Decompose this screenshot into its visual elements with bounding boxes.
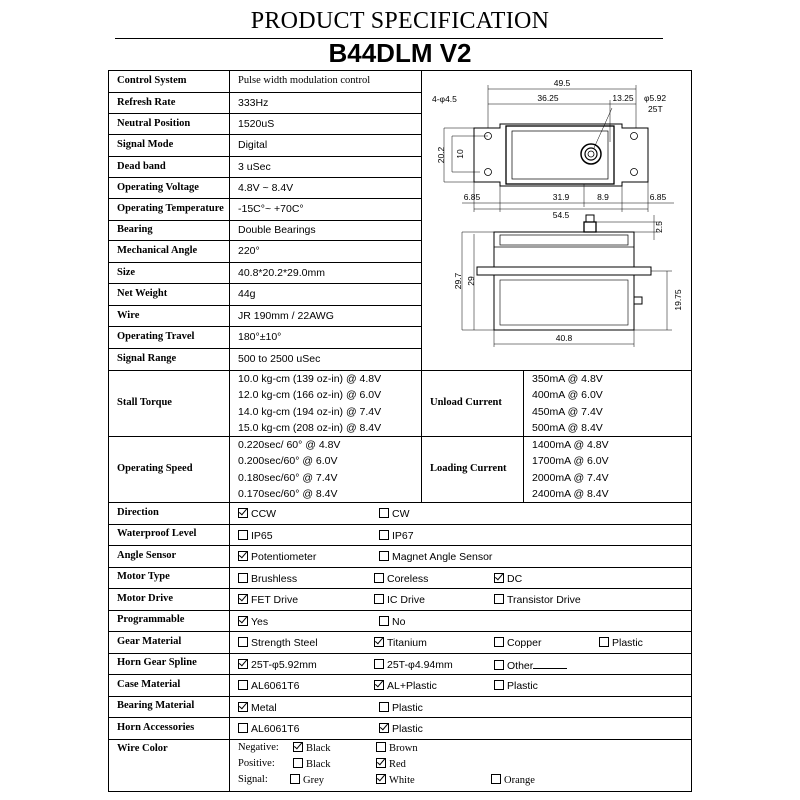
wire-role-label: Positive: <box>238 757 275 769</box>
wire-color-checkbox[interactable] <box>290 774 324 788</box>
checkbox-icon[interactable] <box>238 530 248 540</box>
spec-label: Mechanical Angle <box>109 241 230 263</box>
option-choices <box>230 718 692 740</box>
option-checkbox[interactable] <box>238 508 276 521</box>
checkbox-icon[interactable] <box>293 742 303 752</box>
spec-label: Signal Range <box>109 349 230 371</box>
option-row-label: Motor Type <box>109 567 230 589</box>
option-checkbox[interactable] <box>374 637 427 650</box>
checkbox-icon[interactable] <box>376 758 386 768</box>
dim-6-85-right: 6.85 <box>649 192 667 202</box>
dim-29-7: 29.7 <box>453 272 463 290</box>
checkbox-icon[interactable] <box>238 508 248 518</box>
dim-2-5: 2.5 <box>654 221 664 233</box>
option-row-label: Bearing Material <box>109 696 230 718</box>
wire-color-checkbox[interactable] <box>293 758 331 772</box>
option-choices <box>230 610 692 632</box>
checkbox-icon[interactable] <box>238 616 248 626</box>
option-label: 25T-φ5.92mm <box>251 658 317 671</box>
option-label: Metal <box>251 701 277 714</box>
wire-color-choices <box>230 739 692 791</box>
option-label: Other <box>507 659 534 672</box>
option-checkbox[interactable] <box>494 573 522 586</box>
option-label: Red <box>389 758 406 770</box>
wire-color-row <box>109 739 692 791</box>
spec-row <box>109 71 692 93</box>
value-line: 2400mA @ 8.4V <box>532 487 609 500</box>
option-label: Transistor Drive <box>507 594 581 606</box>
option-row <box>109 546 692 568</box>
option-choices <box>230 632 692 654</box>
option-choices <box>230 696 692 718</box>
option-checkbox[interactable] <box>374 659 453 672</box>
checkbox-icon[interactable] <box>494 594 504 604</box>
spec-value: 3 uSec <box>230 157 422 178</box>
checkbox-icon[interactable] <box>599 637 609 647</box>
checkbox-icon[interactable] <box>379 551 389 561</box>
spec-value: 333Hz <box>230 93 422 114</box>
option-row-label: Horn Accessories <box>109 718 230 740</box>
wire-color-label: Wire Color <box>109 739 230 791</box>
spec-value: 4.8V ~ 8.4V <box>230 178 422 199</box>
stall-torque-label: Stall Torque <box>109 371 230 437</box>
option-label: Black <box>306 742 331 754</box>
option-row <box>109 567 692 589</box>
performance-row <box>109 437 692 503</box>
dim-6-85-left: 6.85 <box>463 192 481 202</box>
checkbox-icon[interactable] <box>238 723 248 733</box>
option-row <box>109 632 692 654</box>
option-checkbox[interactable] <box>379 702 423 715</box>
option-checkbox[interactable] <box>238 723 299 736</box>
option-choices <box>230 546 692 568</box>
spec-value: 180°±10° <box>230 327 422 349</box>
option-checkbox[interactable] <box>599 637 643 650</box>
spec-label: Net Weight <box>109 284 230 306</box>
option-checkbox[interactable] <box>494 637 541 650</box>
option-choices <box>230 503 692 525</box>
option-row <box>109 503 692 525</box>
spec-value: Pulse width modulation control <box>230 71 422 93</box>
spec-label: Neutral Position <box>109 114 230 135</box>
option-label: AL6061T6 <box>251 680 300 692</box>
wire-role-label: Negative: <box>238 741 279 753</box>
servo-dimension-drawing <box>422 72 692 369</box>
checkbox-icon[interactable] <box>376 742 386 752</box>
spec-value: JR 190mm / 22AWG <box>230 306 422 327</box>
option-checkbox[interactable] <box>494 680 538 693</box>
spec-label: Control System <box>109 71 230 93</box>
spec-value: Double Bearings <box>230 221 422 241</box>
option-checkbox[interactable] <box>238 680 299 693</box>
option-label: IP65 <box>251 529 273 542</box>
dim-body-length: 40.8 <box>555 333 573 343</box>
option-label: Grey <box>303 774 324 786</box>
option-row-label: Horn Gear Spline <box>109 653 230 675</box>
dim-8-9: 8.9 <box>597 192 609 202</box>
checkbox-icon[interactable] <box>238 659 248 669</box>
checkbox-icon[interactable] <box>379 723 389 733</box>
option-label: Brown <box>389 742 418 754</box>
option-row-label: Direction <box>109 503 230 525</box>
loading-current-values <box>524 437 692 503</box>
operating-speed-label: Operating Speed <box>109 437 230 503</box>
checkbox-icon[interactable] <box>494 680 504 690</box>
option-label: Strength Steel <box>251 637 318 649</box>
stall-torque-values <box>230 371 422 437</box>
option-label: CW <box>392 508 410 520</box>
option-label: White <box>389 774 415 786</box>
option-label: Black <box>306 758 331 770</box>
checkbox-icon[interactable] <box>379 616 389 626</box>
option-row-label: Case Material <box>109 675 230 697</box>
spec-value: -15C°~ +70C° <box>230 199 422 221</box>
spec-label: Operating Voltage <box>109 178 230 199</box>
option-label: Brushless <box>251 572 298 585</box>
option-label: Yes <box>251 615 269 628</box>
checkbox-icon[interactable] <box>238 551 248 561</box>
checkbox-icon[interactable] <box>238 573 248 583</box>
model-name: B44DLM V2 <box>328 38 472 68</box>
dim-spline-diameter: φ5.92 <box>644 93 667 103</box>
wire-color-checkbox[interactable] <box>376 742 418 756</box>
option-checkbox[interactable] <box>379 723 423 736</box>
loading-current-label: Loading Current <box>422 437 524 503</box>
checkbox-icon[interactable] <box>374 573 384 583</box>
wire-role-label: Signal: <box>238 773 268 785</box>
dim-width: 20.2 <box>436 146 446 164</box>
spec-value: 500 to 2500 uSec <box>230 349 422 371</box>
dim-spline-teeth: 25T <box>648 104 663 114</box>
option-choices <box>230 589 692 611</box>
dim-31-9: 31.9 <box>552 192 570 202</box>
value-line: 0.200sec/60° @ 6.0V <box>238 455 338 468</box>
operating-speed-values <box>230 437 422 503</box>
spec-value: 44g <box>230 284 422 306</box>
spec-value: 220° <box>230 241 422 263</box>
unload-current-values <box>524 371 692 437</box>
wire-color-checkbox[interactable] <box>491 774 535 788</box>
value-line: 1400mA @ 4.8V <box>532 439 609 451</box>
dim-36-25: 36.25 <box>537 93 559 103</box>
value-line: 450mA @ 7.4V <box>532 405 603 418</box>
checkbox-icon[interactable] <box>379 508 389 518</box>
option-checkbox[interactable] <box>238 594 298 607</box>
value-line: 0.180sec/60° @ 7.4V <box>238 471 338 484</box>
option-choices <box>230 653 692 675</box>
checkbox-icon[interactable] <box>491 774 501 784</box>
option-label: Plastic <box>392 723 423 735</box>
spec-label: Operating Temperature <box>109 199 230 221</box>
value-line: 350mA @ 4.8V <box>532 373 603 385</box>
option-label: IP67 <box>392 529 414 542</box>
option-label: CCW <box>251 508 277 520</box>
option-row-label: Motor Drive <box>109 589 230 611</box>
performance-row <box>109 371 692 437</box>
checkbox-icon[interactable] <box>374 680 384 690</box>
option-checkbox[interactable] <box>379 616 405 629</box>
checkbox-icon[interactable] <box>494 660 504 670</box>
option-label: Titanium <box>387 637 427 649</box>
checkbox-icon[interactable] <box>238 594 248 604</box>
option-label: Plastic <box>612 637 643 649</box>
value-line: 500mA @ 8.4V <box>532 421 603 434</box>
option-checkbox[interactable] <box>374 594 425 607</box>
checkbox-icon[interactable] <box>238 637 248 647</box>
option-row <box>109 675 692 697</box>
option-label: Copper <box>507 637 542 649</box>
value-line: 2000mA @ 7.4V <box>532 471 609 484</box>
value-line: 400mA @ 6.0V <box>532 389 603 402</box>
option-label: Potentiometer <box>251 551 317 563</box>
dim-13-25: 13.25 <box>612 93 634 103</box>
checkbox-icon[interactable] <box>238 702 248 712</box>
spec-label: Operating Travel <box>109 327 230 349</box>
option-row <box>109 653 692 675</box>
spec-value: 1520uS <box>230 114 422 135</box>
document-title: PRODUCT SPECIFICATION <box>250 8 550 34</box>
option-label: Plastic <box>392 701 423 714</box>
spec-label: Signal Mode <box>109 135 230 157</box>
option-label: AL+Plastic <box>387 680 437 692</box>
checkbox-icon[interactable] <box>374 659 384 669</box>
checkbox-icon[interactable] <box>293 758 303 768</box>
option-checkbox[interactable] <box>494 659 567 673</box>
value-line: 12.0 kg-cm (166 oz-in) @ 6.0V <box>238 389 382 402</box>
checkbox-icon[interactable] <box>494 637 504 647</box>
value-line: 14.0 kg-cm (194 oz-in) @ 7.4V <box>238 405 382 418</box>
option-checkbox[interactable] <box>374 573 428 586</box>
option-row <box>109 610 692 632</box>
value-line: 0.170sec/60° @ 8.4V <box>238 487 338 500</box>
option-label: No <box>392 615 406 628</box>
option-checkbox[interactable] <box>379 551 492 564</box>
option-checkbox[interactable] <box>238 573 297 586</box>
checkbox-icon[interactable] <box>290 774 300 784</box>
spec-value: 40.8*20.2*29.0mm <box>230 263 422 284</box>
dim-overall-length: 54.5 <box>552 210 570 220</box>
checkbox-icon[interactable] <box>238 680 248 690</box>
other-blank[interactable] <box>533 659 567 669</box>
option-row-label: Gear Material <box>109 632 230 654</box>
wire-color-checkbox[interactable] <box>376 758 406 772</box>
option-choices <box>230 675 692 697</box>
option-label: Coreless <box>387 572 429 585</box>
option-checkbox[interactable] <box>238 616 268 629</box>
option-label: Plastic <box>507 680 538 692</box>
spec-label: Wire <box>109 306 230 327</box>
option-row <box>109 696 692 718</box>
option-row <box>109 718 692 740</box>
value-line: 15.0 kg-cm (208 oz-in) @ 8.4V <box>238 421 382 434</box>
checkbox-icon[interactable] <box>374 637 384 647</box>
option-label: AL6061T6 <box>251 723 300 735</box>
side-view-drawing <box>462 215 672 347</box>
option-choices <box>230 524 692 546</box>
unload-current-label: Unload Current <box>422 371 524 437</box>
option-checkbox[interactable] <box>379 508 410 521</box>
option-checkbox[interactable] <box>238 702 277 715</box>
option-row-label: Angle Sensor <box>109 546 230 568</box>
option-row-label: Waterproof Level <box>109 524 230 546</box>
drawing-cell <box>422 71 692 371</box>
option-checkbox[interactable] <box>238 551 316 564</box>
option-row-label: Programmable <box>109 610 230 632</box>
option-checkbox[interactable] <box>379 530 414 543</box>
spec-label: Size <box>109 263 230 284</box>
spec-label: Dead band <box>109 157 230 178</box>
dim-hole-diameter: 4-φ4.5 <box>432 94 457 104</box>
value-line: 10.0 kg-cm (139 oz-in) @ 4.8V <box>238 373 382 385</box>
option-checkbox[interactable] <box>238 530 273 543</box>
option-row <box>109 589 692 611</box>
option-label: IC Drive <box>387 594 425 606</box>
option-checkbox[interactable] <box>374 680 437 693</box>
option-checkbox[interactable] <box>238 637 318 650</box>
dim-overall-hole-span: 49.5 <box>553 78 571 88</box>
option-label: 25T-φ4.94mm <box>387 658 453 671</box>
checkbox-icon[interactable] <box>374 594 384 604</box>
option-checkbox[interactable] <box>238 659 317 672</box>
option-checkbox[interactable] <box>494 594 581 607</box>
dim-hole-spacing: 10 <box>455 149 465 159</box>
checkbox-icon[interactable] <box>379 702 389 712</box>
value-line: 0.220sec/ 60° @ 4.8V <box>238 439 341 451</box>
option-label: Orange <box>504 774 535 786</box>
option-label: FET Drive <box>251 594 299 606</box>
wire-color-checkbox[interactable] <box>376 774 415 788</box>
checkbox-icon[interactable] <box>376 774 386 784</box>
checkbox-icon[interactable] <box>379 530 389 540</box>
wire-color-checkbox[interactable] <box>293 742 331 756</box>
checkbox-icon[interactable] <box>494 573 504 583</box>
option-row <box>109 524 692 546</box>
option-label: Magnet Angle Sensor <box>392 551 493 563</box>
spec-label: Refresh Rate <box>109 93 230 114</box>
dim-29: 29 <box>466 276 476 286</box>
spec-value: Digital <box>230 135 422 157</box>
spec-label: Bearing <box>109 221 230 241</box>
value-line: 1700mA @ 6.0V <box>532 455 609 468</box>
option-choices <box>230 567 692 589</box>
option-label: DC <box>507 572 523 585</box>
dim-19-75: 19.75 <box>673 289 683 311</box>
spec-table <box>108 70 692 792</box>
